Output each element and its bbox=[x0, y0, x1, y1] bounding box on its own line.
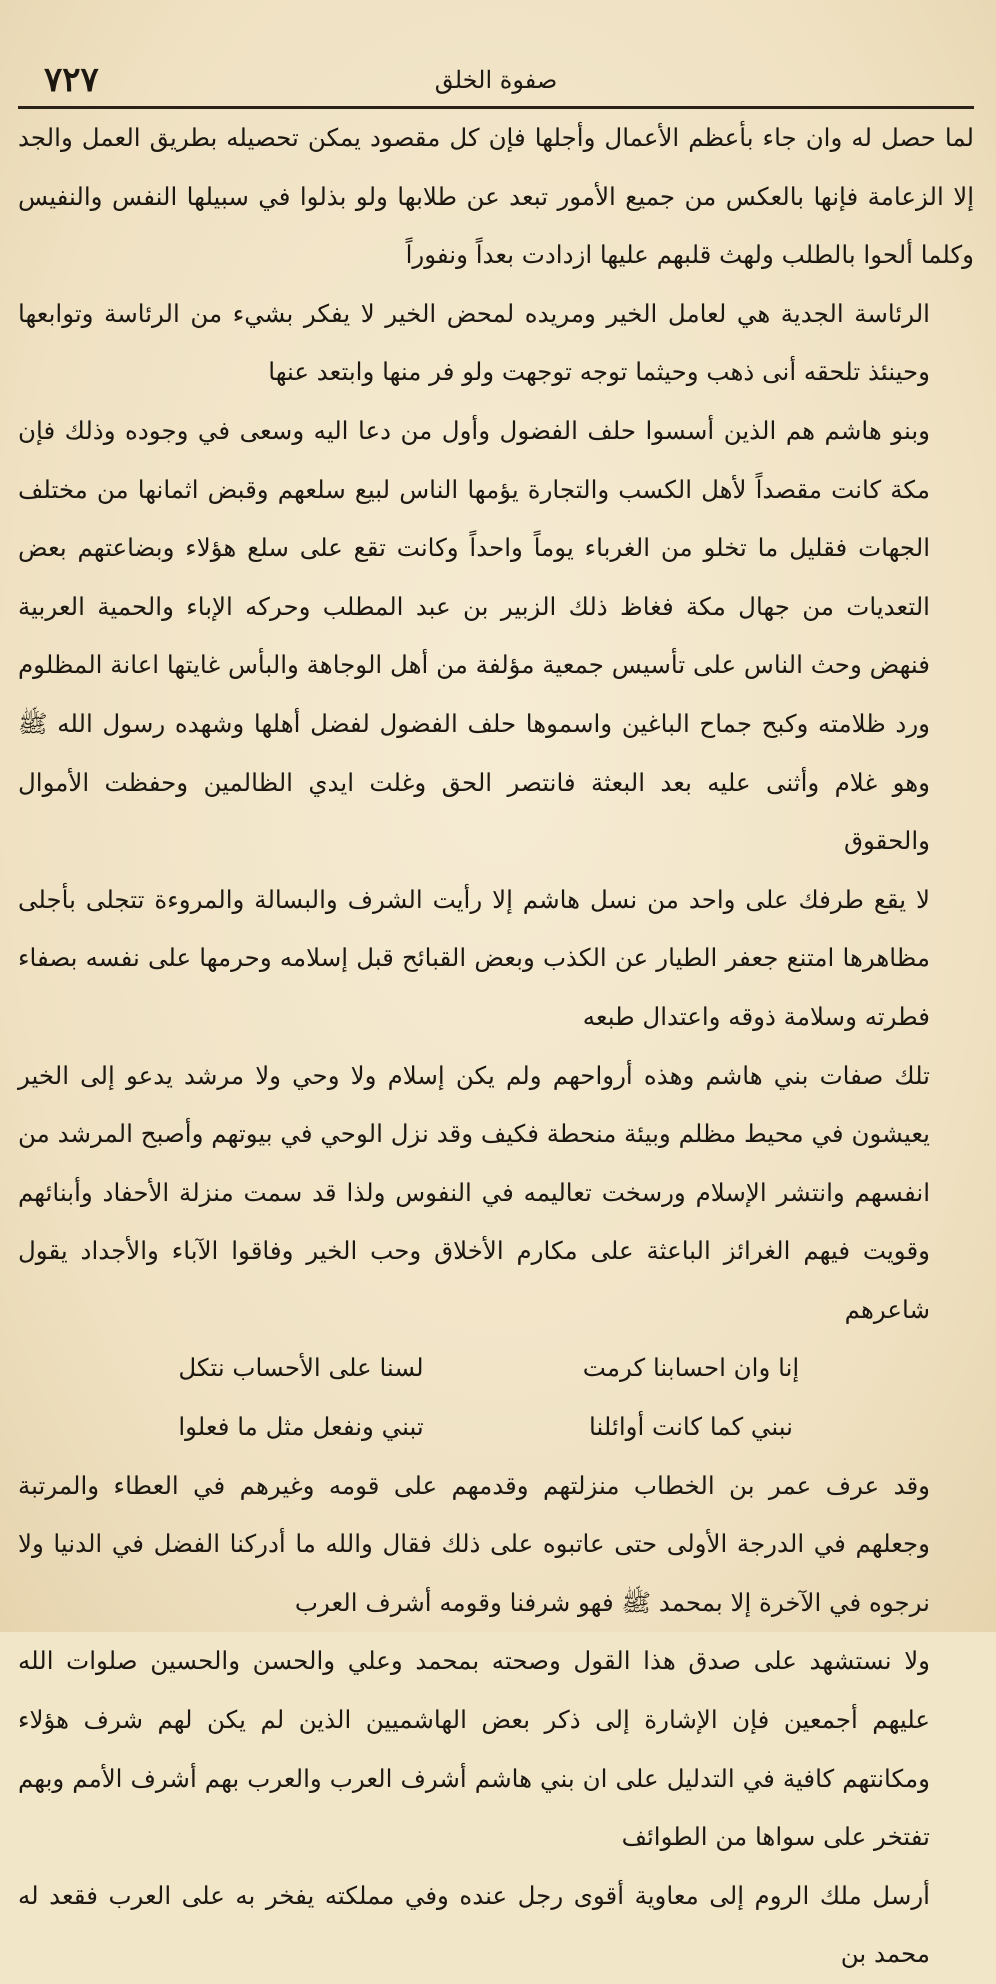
paragraph: وقد عرف عمر بن الخطاب منزلتهم وقدمهم على قومه وغيرهم في العطاء والمرتبة وجعلهم في الدرجة الأولى حتى عاتبوه على ذلك فقال والله ما أدركنا الفضل في الدنيا ولا نرجوه في الآخرة إلا بمحمد ﷺ فهو شرفنا وقومه أشرف العرب bbox=[18, 1470, 930, 1617]
paragraph: الرئاسة الجدية هي لعامل الخير ومريده لمحض الخير لا يفكر بشيء من الرئاسة وتوابعها وحينئذ تلحقه أنى ذهب وحيثما توجه توجهت ولو فر منها وابتعد عنها bbox=[18, 298, 930, 387]
paragraph: أرسل ملك الروم إلى معاوية أقوى رجل عنده وفي مملكته يفخر به على العرب فقعد له محمد بن bbox=[18, 1880, 930, 1969]
body-text-continued bbox=[18, 1457, 974, 1984]
hemistich-left: لسنا على الأحساب نتكل bbox=[178, 1353, 424, 1383]
running-title: صفوة الخلق bbox=[434, 66, 558, 94]
paragraph: وبنو هاشم هم الذين أسسوا حلف الفضول وأول من دعا اليه وسعى في وجوده وذلك فإن مكة كانت مقصداً لأهل الكسب والتجارة يؤمها الناس لبيع سلعهم وقبض اثمانها من مختلف الجهات فقليل ما تخلو من الغرباء يوماً واحداً وكانت تقع على سلع هؤلاء وبضاعتهم بعض التعديات من جهال مكة فغاظ ذلك الزبير بن عبد المطلب وحركه الإباء والحمية العربية فنهض وحث الناس على تأسيس جمعية مؤلفة من أهل الوجاهة والبأس غايتها اعانة المظلوم ورد ظلامته وكبح جماح الباغين واسموها حلف الفضول لفضل أهلها وشهده رسول الله ﷺ وهو غلام وأثنى عليه بعد البعثة فانتصر الحق وغلت ايدي الظالمين وحفظت الأموال والحقوق bbox=[18, 415, 930, 856]
hemistich-left: تبني ونفعل مثل ما فعلوا bbox=[178, 1412, 424, 1442]
poem bbox=[18, 1339, 974, 1456]
page-number: ٧٢٧ bbox=[44, 60, 99, 100]
page-header bbox=[18, 52, 974, 100]
hemistich-right: إنا وان احسابنا كرمت bbox=[582, 1353, 800, 1383]
body-text bbox=[18, 109, 974, 1339]
paragraph: تلك صفات بني هاشم وهذه أرواحهم ولم يكن إسلام ولا وحي ولا مرشد يدعو إلى الخير يعيشون في محيط مظلم وبيئة منحطة فكيف وقد نزل الوحي في بيوتهم وأصبح المرشد من انفسهم وانتشر الإسلام ورسخت تعاليمه في النفوس ولذا قد سمت منزلة الأحفاد وأبنائهم وقويت فيهم الغرائز الباعثة على مكارم الأخلاق وحب الخير وفاقوا الآباء والأجداد يقول شاعرهم bbox=[18, 1060, 930, 1324]
paragraph: لما حصل له وان جاء بأعظم الأعمال وأجلها فإن كل مقصود يمكن تحصيله بطريق العمل والجد إلا الزعامة فإنها بالعكس من جميع الأمور تبعد عن طلابها ولو بذلوا في سبيلها النفس والنفيس وكلما ألحوا بالطلب ولهث قلبهم عليها ازدادت بعداً ونفوراً bbox=[18, 123, 974, 270]
poem-verse bbox=[18, 1339, 974, 1398]
paragraph: ولا نستشهد على صدق هذا القول وصحته بمحمد وعلي والحسن والحسين صلوات الله عليهم أجمعين فإن الإشارة إلى ذكر بعض الهاشميين الذين لم يكن لهم شرف هؤلاء ومكانتهم كافية في التدليل على ان بني هاشم أشرف العرب والعرب بهم أشرف الأمم وبهم تفتخر على سواها من الطوائف bbox=[18, 1646, 930, 1852]
hemistich-right: نبني كما كانت أوائلنا bbox=[589, 1412, 793, 1442]
paragraph: لا يقع طرفك على واحد من نسل هاشم إلا رأيت الشرف والبسالة والمروءة تتجلى بأجلى مظاهرها امتنع جعفر الطيار عن الكذب وبعض القبائح قبل إسلامه وحرمها على نفسه بصفاء فطرته وسلامة ذوقه واعتدال طبعه bbox=[18, 884, 930, 1031]
poem-verse bbox=[18, 1398, 974, 1457]
